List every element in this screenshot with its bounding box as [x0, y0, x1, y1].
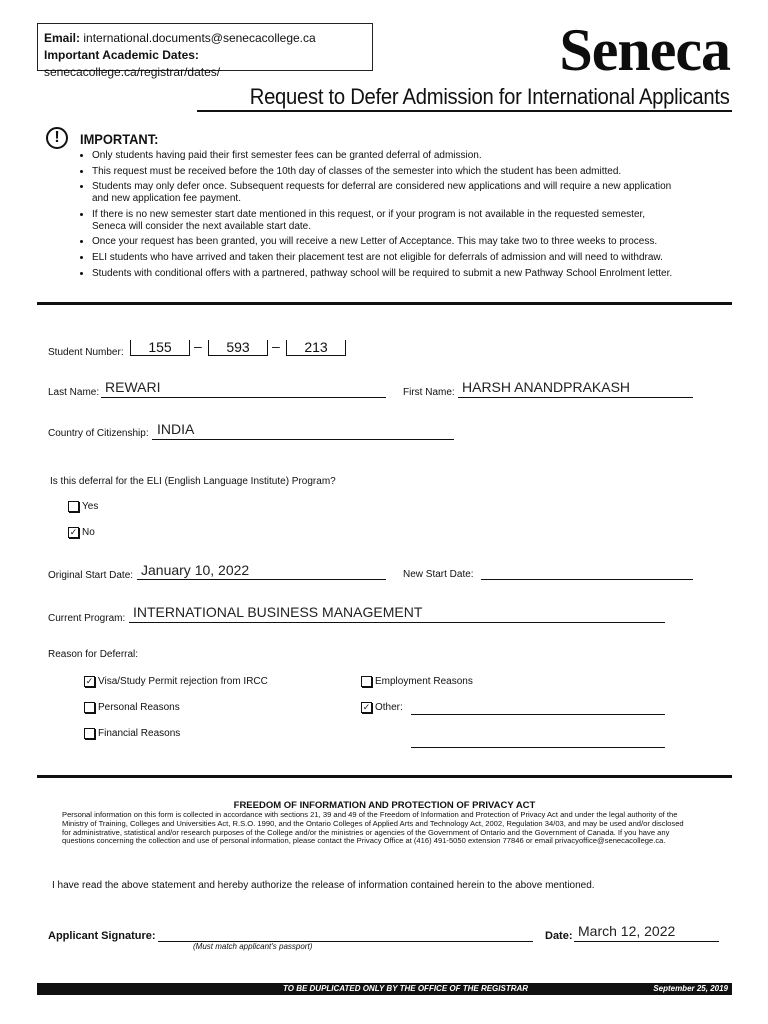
section-divider [37, 775, 732, 778]
contact-box [37, 23, 373, 79]
note-item: • Students with conditional offers with a partnered, pathway school will be required to submit a new Pathway School Enrolment letter. [92, 268, 732, 280]
signature-field[interactable] [158, 925, 533, 942]
important-notes [76, 150, 732, 283]
last-name-value: REWARI [105, 379, 161, 395]
signature-note: (Must match applicant's passport) [193, 942, 313, 951]
original-start-value: January 10, 2022 [141, 562, 250, 578]
date-value: March 12, 2022 [578, 923, 676, 939]
seneca-logo: Seneca [559, 17, 730, 83]
student-number-dash: – [194, 338, 202, 354]
date-label: Date: [545, 930, 573, 942]
student-number-dash: – [272, 338, 280, 354]
privacy-text: Personal information on this form is collected in accordance with sections 21, 39 and 49 of the Freedom of Information and Protection of Privacy Act and under the legal authority of the Ministry of Training, Colleges and Universities Act, R.S.O. 1990, and the Ontario Colleges of Applied Arts and Technology Act, 2002, Regulation 34/03, and may be used and/or disclosed for administrative, statistical and/or research purposes of the College and/or the ministries or agencies of the Government of Ontario and the Government of Canada. If you have any questions concerning the collection and use of personal information, please contact the Privacy Office at (416) 491-5050 extension 77846 or email privacyoffice@senecacollege.ca. [62, 810, 684, 846]
reason-financial-label: Financial Reasons [98, 728, 181, 739]
eli-no-checkbox[interactable]: ✓ [69, 527, 78, 537]
citizenship-field[interactable] [152, 423, 454, 440]
citizenship-value: INDIA [157, 421, 195, 437]
program-value: INTERNATIONAL BUSINESS MANAGEMENT [133, 604, 423, 620]
note-item: • Students may only defer once. Subsequent requests for deferral are considered new applications and will require a new application and new application fee payment. [92, 181, 732, 205]
first-name-label: First Name: [403, 387, 455, 398]
eli-no-label: No [82, 527, 95, 538]
new-start-field[interactable] [481, 563, 693, 580]
authorization-statement: I have read the above statement and hereby authorize the release of information contained herein to the above mentioned. [52, 880, 595, 891]
citizenship-label: Country of Citizenship: [48, 428, 149, 439]
eli-yes-label: Yes [82, 501, 99, 512]
reason-label: Reason for Deferral: [48, 649, 139, 660]
original-start-label: Original Start Date: [48, 570, 134, 581]
reason-employment-label: Employment Reasons [375, 676, 473, 687]
note-item: • Once your request has been granted, you will receive a new Letter of Acceptance. This may take two to three weeks to process. [92, 236, 732, 248]
reason-other-checkbox[interactable]: ✓ [362, 702, 371, 712]
note-item: • Only students having paid their first semester fees can be granted deferral of admission. [92, 150, 732, 162]
reason-personal-checkbox[interactable] [84, 702, 95, 713]
email-label: Email: [44, 31, 81, 45]
eli-yes-checkbox[interactable] [68, 501, 79, 512]
reason-visa-label: Visa/Study Permit rejection from IRCC [98, 676, 268, 687]
reason-financial-checkbox[interactable] [84, 728, 95, 739]
reason-personal-label: Personal Reasons [98, 702, 180, 713]
program-label: Current Program: [48, 613, 126, 624]
student-number-label: Student Number: [48, 347, 124, 358]
note-item: • ELI students who have arrived and taken their placement test are not eligible for deferrals of admission and will need to withdraw. [92, 252, 732, 264]
dates-line [44, 47, 372, 81]
reason-employment-checkbox[interactable] [361, 676, 372, 687]
eli-question: Is this deferral for the ELI (English Language Institute) Program? [50, 476, 336, 487]
new-start-label: New Start Date: [403, 569, 474, 580]
exclamation-circle-icon: ! [46, 127, 68, 149]
important-title: IMPORTANT: [80, 131, 159, 147]
email-value[interactable]: international.documents@senecacollege.ca [83, 31, 316, 45]
title-rule [197, 110, 732, 112]
student-number-part-2[interactable]: 593 [208, 340, 268, 356]
section-divider [37, 302, 732, 305]
email-line [44, 30, 372, 47]
note-item: • If there is no new semester start date mentioned in this request, or if your program is not available in the requested semester, Seneca will consider the next available start date. [92, 209, 732, 233]
other-reason-field-line-2[interactable] [411, 731, 665, 748]
other-reason-field[interactable] [411, 698, 665, 715]
last-name-label: Last Name: [48, 387, 100, 398]
reason-visa-checkbox[interactable]: ✓ [85, 676, 94, 686]
footer-date: September 25, 2019 [653, 984, 728, 993]
student-number-part-1[interactable]: 155 [130, 340, 190, 356]
note-item: • This request must be received before the 10th day of classes of the semester into which the student has been admitted. [92, 166, 732, 178]
footer-center-text: TO BE DUPLICATED ONLY BY THE OFFICE OF THE REGISTRAR [283, 984, 529, 993]
dates-label: Important Academic Dates: [44, 48, 199, 62]
student-number-part-3[interactable]: 213 [286, 340, 346, 356]
first-name-value: HARSH ANANDPRAKASH [462, 379, 631, 395]
privacy-heading: FREEDOM OF INFORMATION AND PROTECTION OF PRIVACY ACT [233, 800, 536, 811]
form-title: Request to Defer Admission for International Applicants [250, 84, 730, 109]
footer-bar [37, 983, 732, 995]
signature-label: Applicant Signature: [48, 930, 156, 942]
reason-other-label: Other: [375, 702, 403, 713]
dates-value[interactable]: senecacollege.ca/registrar/dates/ [44, 65, 221, 79]
